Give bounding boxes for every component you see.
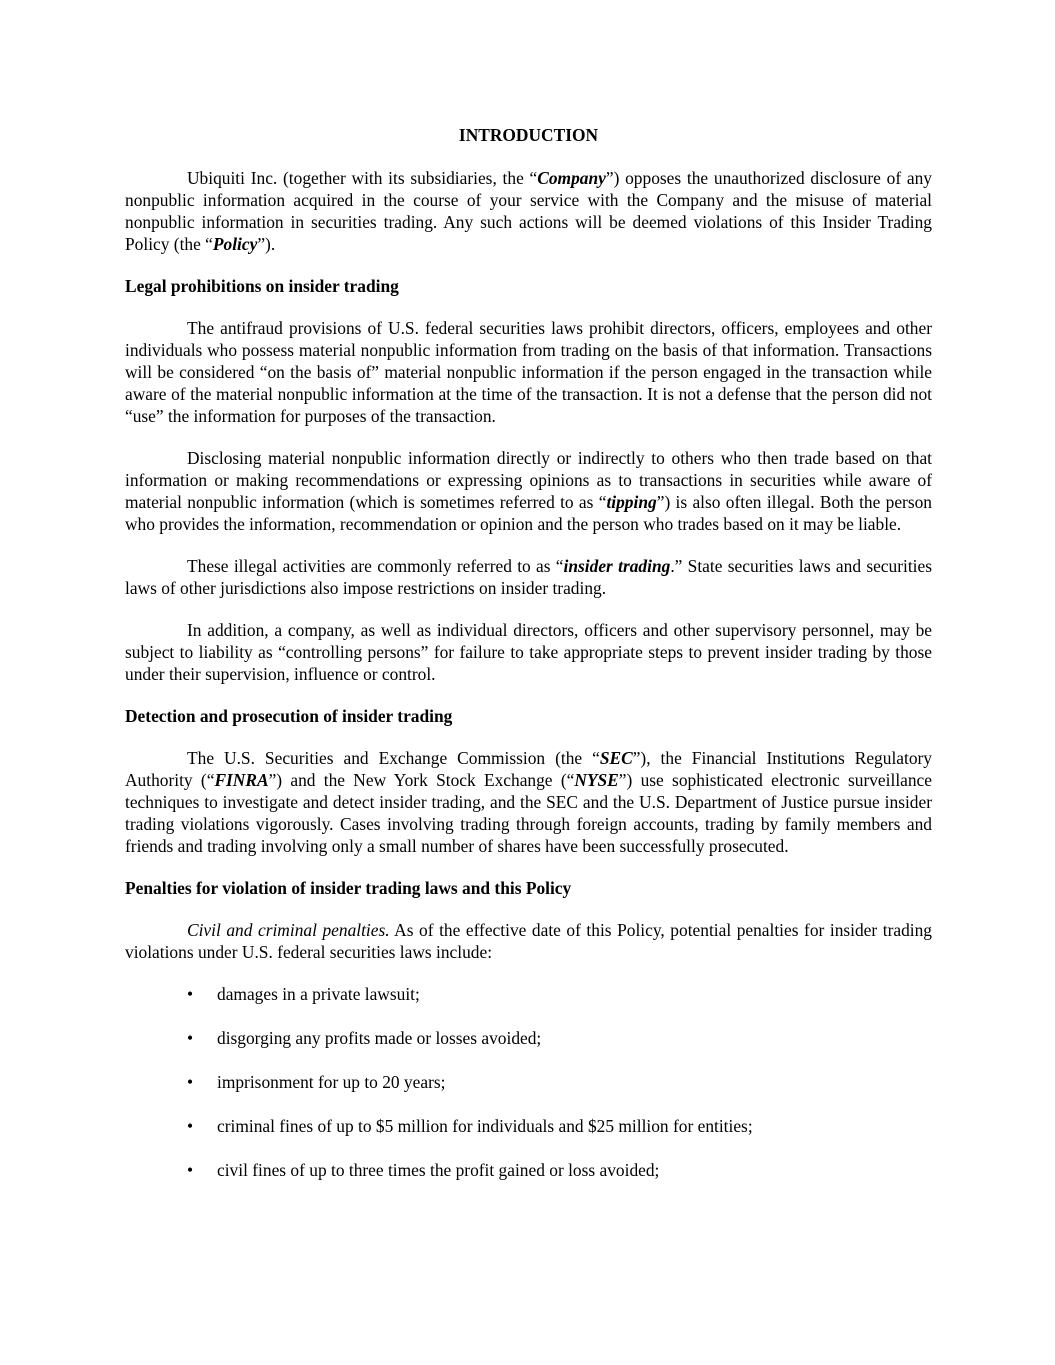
intro-paragraph [125, 167, 932, 255]
section-heading-penalties: Penalties for violation of insider trading laws and this Policy [125, 878, 572, 898]
detection-paragraph-1 [125, 747, 932, 857]
defined-term-nyse: NYSE [574, 770, 619, 790]
text-run: As of the effective date of this Policy, potential penalties for insider trading violations under U.S. federal securities laws include: [125, 920, 932, 962]
bullet-icon: • [187, 1116, 194, 1136]
list-item-text: damages in a private lawsuit; [217, 984, 420, 1004]
legal-paragraph-3 [125, 555, 932, 599]
text-run: ”). [257, 234, 276, 254]
defined-term-insider-trading: insider trading [563, 556, 671, 576]
penalties-paragraph-1 [125, 919, 932, 963]
text-run: Ubiquiti Inc. (together with its subsidiaries, the “ [187, 168, 538, 188]
list-item-text: disgorging any profits made or losses avoided; [217, 1028, 542, 1048]
bullet-icon: • [187, 1072, 194, 1092]
list-item [187, 1115, 932, 1137]
defined-term-finra: FINRA [214, 770, 269, 790]
defined-term-sec: SEC [599, 748, 633, 768]
text-run: ”) use sophisticated electronic surveillance techniques to investigate and detect insider trading, and the SEC and the U.S. Department of Justice pursue insider trading violations vigorously. Cases involving trading through foreign accounts, trading by family members and friends and trading involving only a small number of shares have been successfully prosecuted. [125, 770, 932, 856]
text-run: ”), the Financial Institutions Regulatory Authority (“ [125, 748, 933, 790]
text-run: These illegal activities are commonly referred to as “ [187, 556, 564, 576]
text-run: Disclosing material nonpublic information directly or indirectly to others who then trade based on that information or making recommendations or expressing opinions as to transactions in securities while aware of material nonpublic information (which is sometimes referred to as “ [125, 448, 932, 512]
legal-paragraph-2 [125, 447, 932, 535]
text-run: ”) is also often illegal. Both the person who provides the information, recommendation or opinion and the person who trades based on it may be liable. [125, 492, 932, 534]
bullet-icon: • [187, 1160, 194, 1180]
defined-term-policy: Policy [212, 234, 258, 254]
defined-term-company: Company [537, 168, 606, 188]
text-run: ”) and the New York Stock Exchange (“ [268, 770, 575, 790]
penalties-lead-in: Civil and criminal penalties. [187, 920, 390, 940]
page-title: INTRODUCTION [458, 125, 599, 145]
defined-term-tipping: tipping [606, 492, 657, 512]
list-item-text: civil fines of up to three times the profit gained or loss avoided; [217, 1160, 660, 1180]
list-item [187, 1071, 932, 1093]
penalties-list [125, 983, 932, 1181]
bullet-icon: • [187, 1028, 194, 1048]
legal-paragraph-1: The antifraud provisions of U.S. federal securities laws prohibit directors, officers, employees and other individuals who possess material nonpublic information from trading on the basis of that information. Transactions will be considered “on the basis of” material nonpublic information if the person engaged in the transaction while aware of the material nonpublic information at the time of the transaction. It is not a defense that the person did not “use” the information for purposes of the transaction. [125, 318, 932, 426]
list-item [187, 1027, 932, 1049]
text-run: .” State securities laws and securities laws of other jurisdictions also impose restrictions on insider trading. [125, 556, 932, 598]
legal-paragraph-4: In addition, a company, as well as individual directors, officers and other supervisory personnel, may be subject to liability as “controlling persons” for failure to take appropriate steps to prevent insider trading by those under their supervision, influence or control. [125, 620, 932, 684]
text-run: The U.S. Securities and Exchange Commission (the “ [187, 748, 600, 768]
section-heading-detection: Detection and prosecution of insider trading [125, 706, 453, 726]
list-item [187, 983, 932, 1005]
list-item-text: imprisonment for up to 20 years; [217, 1072, 446, 1092]
list-item [187, 1159, 932, 1181]
bullet-icon: • [187, 984, 194, 1004]
section-heading-legal: Legal prohibitions on insider trading [125, 276, 399, 296]
list-item-text: criminal fines of up to $5 million for individuals and $25 million for entities; [217, 1116, 753, 1136]
text-run: ”) opposes the unauthorized disclosure of any nonpublic information acquired in the course of your service with the Company and the misuse of material nonpublic information in securities trading. Any such actions will be deemed violations of this Insider Trading Policy (the “ [125, 168, 932, 254]
